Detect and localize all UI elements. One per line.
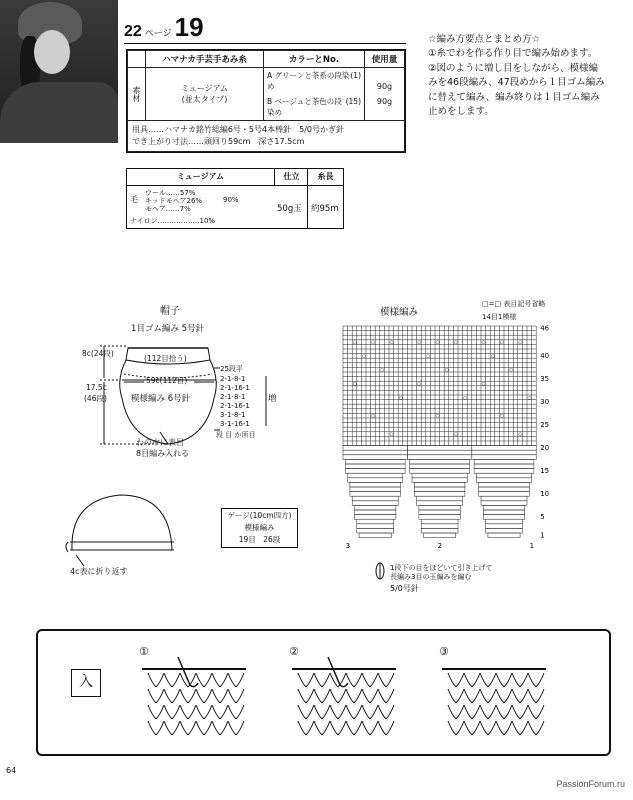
instruction-line: ①糸でわを作る作り目で編み始めます。 (428, 48, 598, 60)
inc-row: 3-1-8-1 (220, 411, 246, 419)
bobble-mark: ○ (481, 382, 486, 387)
dim-46: (46段) (84, 394, 107, 403)
bobble-mark: ○ (463, 395, 468, 401)
pattern-label: 模様編み 6号針 (131, 394, 191, 404)
technique-illustration (442, 669, 546, 735)
bobble-mark: ○ (352, 382, 357, 387)
yarn-weight: (並太タイプ) (181, 95, 228, 104)
instruction-line: に替えて編み、編み終りは１目ゴム編み (428, 91, 600, 103)
bobble-symbol (370, 560, 390, 582)
color-row: A グリーンと茶系の段染め (1) (267, 71, 361, 91)
instruction-line: ②図のように増し目をしながら、模様編 (428, 62, 599, 74)
dim-8: 8c(24段) (82, 349, 114, 358)
wool: ウール……57% (145, 189, 196, 197)
chart-note-1: 1段下の目をほどいて引き上げて (390, 564, 493, 572)
step-2: ② (289, 645, 299, 658)
inc-row: 3-1-16-1 (220, 420, 250, 428)
bobble-mark: ○ (527, 395, 532, 401)
bobble-mark: ○ (417, 382, 422, 387)
mohair: モヘア……7% (145, 205, 191, 213)
bobble-mark: ○ (499, 414, 504, 420)
technique-illustration (142, 657, 246, 735)
row-number: 1 (540, 531, 545, 540)
row-label: 素材 (128, 68, 146, 121)
bobble-mark: ○ (380, 368, 385, 374)
col-number: 3 (345, 542, 351, 550)
color-row: B ベージュと茶色の段染め (15) (267, 97, 361, 117)
chart-note-2: 長編み3目の玉編みを編む (390, 573, 472, 581)
inc-footer: 段 目 か所目 (216, 431, 256, 439)
symbol-box: 入 (71, 669, 101, 697)
technique-illustration (292, 657, 396, 735)
col-form: 仕立 (275, 169, 308, 186)
gauge-box (221, 508, 298, 548)
wool-group: 毛 (130, 195, 138, 204)
nylon: ナイロン………………10% (130, 217, 216, 225)
page-reference (124, 14, 204, 41)
gauge-values: 19目 26段 (238, 535, 281, 544)
dim-175: 17.5c (86, 383, 107, 392)
col-yarn-header: ハマナカ手芸手あみ糸 (146, 51, 264, 68)
start-line-2: 8目編み入れる (136, 449, 190, 458)
bobble-mark: ○ (417, 340, 422, 346)
col-number: 2 (437, 542, 443, 550)
step-1: ① (139, 645, 149, 658)
model-photo (0, 0, 118, 143)
chart-hook: 5/0号針 (390, 584, 419, 593)
inc-row: 2-1-16-1 (220, 384, 250, 392)
bobble-mark: ○ (361, 354, 366, 360)
bobble-mark: ○ (352, 340, 357, 346)
bobble-mark: ○ (435, 340, 440, 346)
instruction-line: 止めをします。 (428, 106, 494, 118)
hat-title: 帽子 (160, 306, 180, 317)
row-number: 35 (540, 375, 550, 384)
row-number: 46 (540, 324, 550, 333)
knitting-illustrations (138, 655, 578, 751)
col-length: 糸長 (308, 169, 343, 186)
circumference: 59c(112目) (146, 376, 188, 385)
instructions (428, 33, 624, 119)
bobble-mark: ○ (398, 395, 403, 401)
pattern-chart (335, 322, 565, 552)
amount-b: 90g (376, 97, 393, 106)
step-3: ③ (439, 645, 449, 658)
inc-row: 25段平 (220, 365, 243, 373)
inc-label: 増 (268, 394, 277, 404)
col-color-header: カラーとNo. (264, 51, 365, 68)
rib-label: 1目ゴム編み 5号針 (131, 324, 205, 334)
bobble-mark: ○ (499, 340, 504, 346)
bobble-mark: ○ (509, 368, 514, 374)
row-number: 10 (540, 490, 550, 499)
fold-label: 4c表に折り返す (70, 567, 128, 576)
bobble-mark: ○ (453, 340, 458, 346)
watermark: PassionForum.ru (556, 779, 625, 789)
bobble-mark: ○ (518, 340, 523, 346)
bobble-mark: ○ (444, 368, 449, 374)
bobble-mark: ○ (389, 432, 394, 438)
yarn-info-name: ミュージアム (127, 169, 275, 186)
materials-table (126, 49, 406, 153)
decrease-label: (112目拾う) (144, 354, 187, 363)
form-value: 50g玉 (277, 204, 302, 214)
yarn-info-box (126, 168, 344, 229)
page-ref-number: 22 (124, 23, 142, 40)
length-value: 約95m (311, 204, 339, 214)
inc-row: 2-1-8-1 (220, 375, 246, 383)
chart-repeat: 14目1模様 (482, 313, 517, 321)
page-ref-word: ページ (144, 29, 172, 39)
wool-total: 90% (223, 196, 239, 204)
bobble-mark: ○ (371, 340, 376, 346)
bobble-mark: ○ (435, 414, 440, 420)
bobble-mark: ○ (518, 432, 523, 438)
row-number: 25 (540, 421, 550, 430)
row-number: 30 (540, 398, 550, 407)
bobble-mark: ○ (426, 354, 431, 360)
size-line: でき上がり寸法……頭回り59cm 深さ17.5cm (132, 137, 305, 146)
amount-a: 90g (376, 82, 393, 91)
technique-box (36, 629, 611, 756)
header-rule (124, 43, 406, 44)
yarn-name: ミュージアム (180, 84, 229, 93)
instruction-line: みを46段編み、47段めから１目ゴム編み (428, 77, 605, 89)
bobble-mark: ○ (481, 340, 486, 346)
bobble-mark: ○ (490, 354, 495, 360)
bobble-mark: ○ (453, 432, 458, 438)
page-number: 64 (6, 766, 17, 775)
instructions-title: ☆編み方要点とまとめ方☆ (428, 34, 541, 45)
gauge-title: ゲージ(10cm四方) (227, 511, 292, 520)
col-amount-header: 使用量 (365, 51, 405, 68)
row-number: 40 (540, 352, 550, 361)
col-number: 1 (529, 542, 535, 550)
tools-line: 用具……ハマナカ銘竹総編6号・5号4本棒針 5/0号かぎ針 (132, 125, 344, 134)
chart-legend: □=□ 表目記号省略 (482, 300, 546, 308)
hat-diagram-svg (60, 320, 290, 590)
gauge-pattern: 模様編み (244, 523, 275, 532)
row-number: 15 (540, 467, 550, 476)
kid-mohair: キッドモヘア26% (145, 197, 203, 205)
start-line-1: わの中に表目 (136, 438, 184, 447)
inc-row: 2-1-16-1 (220, 402, 250, 410)
chart-title: 模様編み (380, 307, 419, 318)
inc-row: 2-1-8-1 (220, 393, 246, 401)
row-number: 20 (540, 444, 550, 453)
row-number: 5 (540, 513, 545, 522)
bobble-mark: ○ (389, 340, 394, 346)
model-number: 19 (174, 12, 204, 42)
bobble-mark: ○ (371, 414, 376, 420)
